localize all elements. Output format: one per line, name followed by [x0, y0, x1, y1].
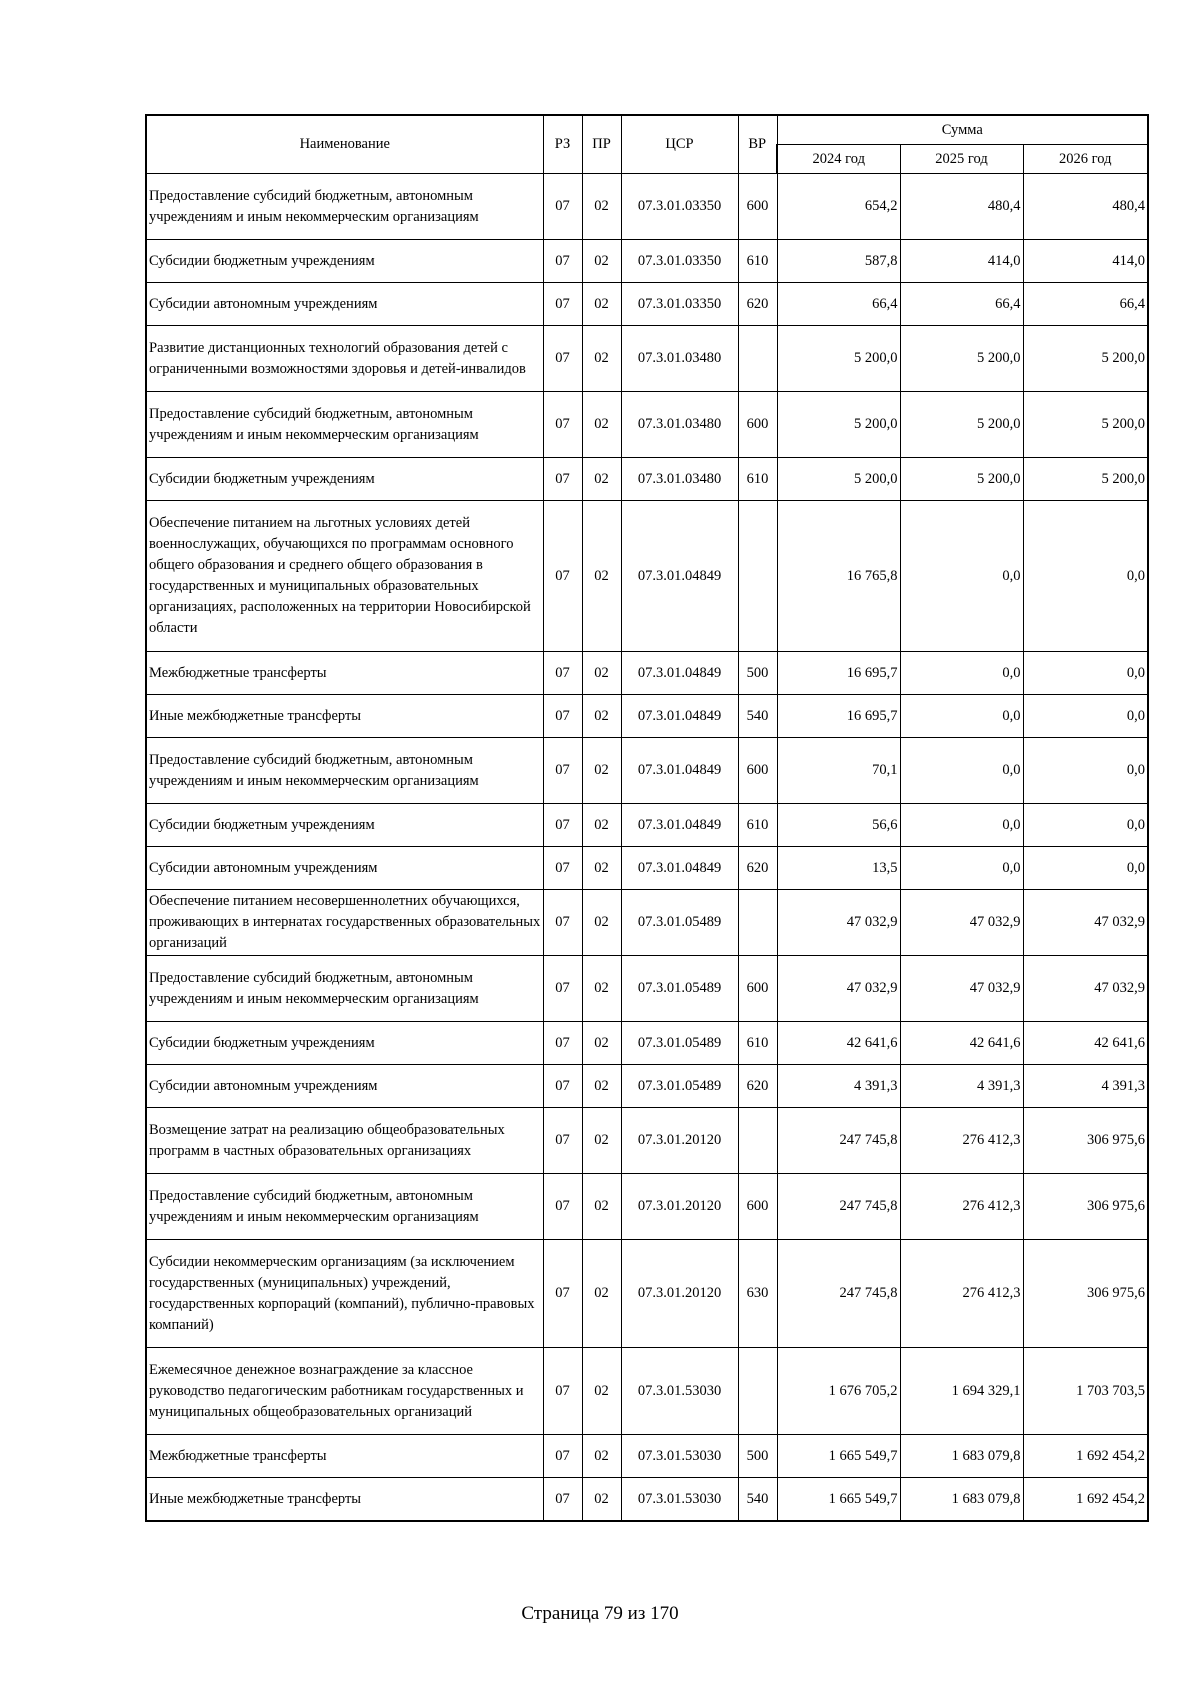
cell-vr: 600: [738, 1174, 777, 1240]
cell-csr: 07.3.01.04849: [621, 695, 738, 738]
cell-2026: 47 032,9: [1023, 956, 1148, 1022]
cell-2026: 1 692 454,2: [1023, 1435, 1148, 1478]
cell-2025: 276 412,3: [900, 1240, 1023, 1348]
cell-name: Субсидии автономным учреждениям: [146, 1065, 543, 1108]
table-row: [146, 890, 1148, 956]
cell-csr: 07.3.01.53030: [621, 1478, 738, 1522]
table-row: [146, 1108, 1148, 1174]
cell-2025: 480,4: [900, 174, 1023, 240]
cell-vr: 600: [738, 392, 777, 458]
cell-2024: 70,1: [777, 738, 900, 804]
table-row: [146, 458, 1148, 501]
cell-2024: 1 665 549,7: [777, 1435, 900, 1478]
cell-2024: 587,8: [777, 240, 900, 283]
cell-2026: 4 391,3: [1023, 1065, 1148, 1108]
header-year-2024: 2024 год: [777, 145, 900, 174]
cell-2026: 414,0: [1023, 240, 1148, 283]
cell-vr: [738, 326, 777, 392]
cell-2024: 4 391,3: [777, 1065, 900, 1108]
cell-name: Предоставление субсидий бюджетным, автономным учреждениям и иным некоммерческим организациям: [146, 738, 543, 804]
cell-2024: 42 641,6: [777, 1022, 900, 1065]
cell-pr: 02: [582, 1435, 621, 1478]
cell-pr: 02: [582, 1478, 621, 1522]
budget-table: [145, 114, 1149, 1522]
cell-csr: 07.3.01.03480: [621, 326, 738, 392]
cell-2025: 47 032,9: [900, 956, 1023, 1022]
cell-2025: 0,0: [900, 804, 1023, 847]
cell-csr: 07.3.01.05489: [621, 890, 738, 956]
cell-2024: 16 765,8: [777, 501, 900, 652]
cell-2024: 1 665 549,7: [777, 1478, 900, 1522]
cell-vr: 610: [738, 1022, 777, 1065]
cell-2025: 0,0: [900, 652, 1023, 695]
cell-rz: 07: [543, 847, 582, 890]
cell-pr: 02: [582, 1174, 621, 1240]
header-sum: Сумма: [777, 115, 1148, 145]
cell-vr: 540: [738, 1478, 777, 1522]
cell-2026: 480,4: [1023, 174, 1148, 240]
table-row: [146, 695, 1148, 738]
cell-rz: 07: [543, 738, 582, 804]
cell-2025: 42 641,6: [900, 1022, 1023, 1065]
cell-2025: 0,0: [900, 847, 1023, 890]
cell-name: Субсидии некоммерческим организациям (за исключением государственных (муниципальных) учреждений, государственных корпораций (компаний), публично-правовых компаний): [146, 1240, 543, 1348]
cell-rz: 07: [543, 1065, 582, 1108]
cell-2026: 5 200,0: [1023, 392, 1148, 458]
cell-rz: 07: [543, 283, 582, 326]
cell-2024: 5 200,0: [777, 458, 900, 501]
table-row: [146, 1348, 1148, 1435]
cell-rz: 07: [543, 652, 582, 695]
cell-csr: 07.3.01.53030: [621, 1435, 738, 1478]
cell-vr: [738, 501, 777, 652]
cell-2026: 306 975,6: [1023, 1108, 1148, 1174]
cell-pr: 02: [582, 890, 621, 956]
cell-name: Развитие дистанционных технологий образования детей с ограниченными возможностями здоровья и детей-инвалидов: [146, 326, 543, 392]
cell-csr: 07.3.01.03480: [621, 392, 738, 458]
cell-2026: 5 200,0: [1023, 458, 1148, 501]
table-row: [146, 847, 1148, 890]
cell-pr: 02: [582, 738, 621, 804]
cell-csr: 07.3.01.03350: [621, 283, 738, 326]
cell-vr: 500: [738, 1435, 777, 1478]
table-row: [146, 956, 1148, 1022]
table-row: [146, 1435, 1148, 1478]
cell-2024: 247 745,8: [777, 1108, 900, 1174]
cell-name: Межбюджетные трансферты: [146, 1435, 543, 1478]
cell-vr: 610: [738, 240, 777, 283]
header-pr: ПР: [582, 115, 621, 174]
cell-2024: 1 676 705,2: [777, 1348, 900, 1435]
cell-2026: 0,0: [1023, 501, 1148, 652]
page-number: Страница 79 из 170: [521, 1603, 679, 1624]
cell-2026: 42 641,6: [1023, 1022, 1148, 1065]
cell-pr: 02: [582, 283, 621, 326]
cell-pr: 02: [582, 240, 621, 283]
cell-2025: 0,0: [900, 501, 1023, 652]
header-year-2025: 2025 год: [900, 145, 1023, 174]
cell-csr: 07.3.01.04849: [621, 738, 738, 804]
cell-rz: 07: [543, 1108, 582, 1174]
table-row: [146, 392, 1148, 458]
cell-rz: 07: [543, 174, 582, 240]
cell-2025: 5 200,0: [900, 392, 1023, 458]
cell-csr: 07.3.01.04849: [621, 652, 738, 695]
cell-pr: 02: [582, 326, 621, 392]
cell-2025: 0,0: [900, 695, 1023, 738]
table-row: [146, 1065, 1148, 1108]
cell-pr: 02: [582, 392, 621, 458]
cell-2026: 0,0: [1023, 847, 1148, 890]
cell-2024: 47 032,9: [777, 890, 900, 956]
cell-pr: 02: [582, 695, 621, 738]
cell-2025: 276 412,3: [900, 1174, 1023, 1240]
cell-2025: 66,4: [900, 283, 1023, 326]
cell-2025: 0,0: [900, 738, 1023, 804]
cell-name: Иные межбюджетные трансферты: [146, 1478, 543, 1522]
cell-pr: 02: [582, 1240, 621, 1348]
cell-rz: 07: [543, 956, 582, 1022]
cell-vr: 620: [738, 283, 777, 326]
cell-rz: 07: [543, 1022, 582, 1065]
cell-vr: 630: [738, 1240, 777, 1348]
cell-vr: 620: [738, 1065, 777, 1108]
cell-2026: 0,0: [1023, 652, 1148, 695]
cell-rz: 07: [543, 392, 582, 458]
cell-2026: 0,0: [1023, 695, 1148, 738]
cell-name: Ежемесячное денежное вознаграждение за классное руководство педагогическим работникам государственных и муниципальных общеобразовательных организаций: [146, 1348, 543, 1435]
cell-csr: 07.3.01.05489: [621, 1022, 738, 1065]
cell-vr: 600: [738, 174, 777, 240]
cell-rz: 07: [543, 1174, 582, 1240]
cell-pr: 02: [582, 956, 621, 1022]
cell-name: Обеспечение питанием несовершеннолетних обучающихся, проживающих в интернатах государственных образовательных организаций: [146, 890, 543, 956]
cell-2025: 414,0: [900, 240, 1023, 283]
table-row: [146, 1478, 1148, 1522]
cell-name: Предоставление субсидий бюджетным, автономным учреждениям и иным некоммерческим организациям: [146, 956, 543, 1022]
cell-csr: 07.3.01.03350: [621, 240, 738, 283]
cell-rz: 07: [543, 804, 582, 847]
cell-vr: [738, 1348, 777, 1435]
header-rz: РЗ: [543, 115, 582, 174]
table-row: [146, 326, 1148, 392]
cell-2026: 1 692 454,2: [1023, 1478, 1148, 1522]
table-row: [146, 652, 1148, 695]
cell-2026: 47 032,9: [1023, 890, 1148, 956]
cell-rz: 07: [543, 1348, 582, 1435]
cell-name: Предоставление субсидий бюджетным, автономным учреждениям и иным некоммерческим организациям: [146, 392, 543, 458]
cell-name: Возмещение затрат на реализацию общеобразовательных программ в частных образовательных организациях: [146, 1108, 543, 1174]
cell-2025: 1 683 079,8: [900, 1478, 1023, 1522]
table-row: [146, 1240, 1148, 1348]
cell-pr: 02: [582, 1348, 621, 1435]
cell-csr: 07.3.01.05489: [621, 1065, 738, 1108]
cell-pr: 02: [582, 458, 621, 501]
cell-2025: 5 200,0: [900, 458, 1023, 501]
cell-2024: 56,6: [777, 804, 900, 847]
cell-2024: 5 200,0: [777, 326, 900, 392]
cell-2026: 306 975,6: [1023, 1174, 1148, 1240]
cell-2024: 654,2: [777, 174, 900, 240]
cell-vr: 600: [738, 956, 777, 1022]
cell-name: Предоставление субсидий бюджетным, автономным учреждениям и иным некоммерческим организациям: [146, 174, 543, 240]
cell-name: Иные межбюджетные трансферты: [146, 695, 543, 738]
cell-vr: [738, 1108, 777, 1174]
cell-csr: 07.3.01.04849: [621, 847, 738, 890]
cell-csr: 07.3.01.03350: [621, 174, 738, 240]
table-row: [146, 738, 1148, 804]
cell-2024: 5 200,0: [777, 392, 900, 458]
cell-vr: [738, 890, 777, 956]
cell-pr: 02: [582, 847, 621, 890]
cell-csr: 07.3.01.20120: [621, 1240, 738, 1348]
cell-csr: 07.3.01.04849: [621, 804, 738, 847]
cell-2025: 5 200,0: [900, 326, 1023, 392]
table-row: [146, 804, 1148, 847]
cell-csr: 07.3.01.20120: [621, 1108, 738, 1174]
cell-2026: 0,0: [1023, 804, 1148, 847]
cell-csr: 07.3.01.04849: [621, 501, 738, 652]
cell-2026: 306 975,6: [1023, 1240, 1148, 1348]
cell-2024: 66,4: [777, 283, 900, 326]
table-row: [146, 1174, 1148, 1240]
cell-rz: 07: [543, 1240, 582, 1348]
cell-rz: 07: [543, 501, 582, 652]
cell-2025: 276 412,3: [900, 1108, 1023, 1174]
cell-rz: 07: [543, 1478, 582, 1522]
cell-rz: 07: [543, 695, 582, 738]
header-name: Наименование: [146, 115, 543, 174]
cell-vr: 620: [738, 847, 777, 890]
cell-rz: 07: [543, 890, 582, 956]
cell-vr: 610: [738, 458, 777, 501]
table-row: [146, 240, 1148, 283]
cell-csr: 07.3.01.05489: [621, 956, 738, 1022]
cell-2025: 4 391,3: [900, 1065, 1023, 1108]
cell-vr: 500: [738, 652, 777, 695]
cell-name: Субсидии бюджетным учреждениям: [146, 804, 543, 847]
cell-2026: 0,0: [1023, 738, 1148, 804]
cell-pr: 02: [582, 501, 621, 652]
cell-2024: 13,5: [777, 847, 900, 890]
cell-csr: 07.3.01.20120: [621, 1174, 738, 1240]
cell-2024: 247 745,8: [777, 1174, 900, 1240]
cell-pr: 02: [582, 1108, 621, 1174]
cell-vr: 610: [738, 804, 777, 847]
cell-name: Межбюджетные трансферты: [146, 652, 543, 695]
header-year-2026: 2026 год: [1023, 145, 1148, 174]
cell-pr: 02: [582, 1022, 621, 1065]
table-row: [146, 174, 1148, 240]
cell-name: Субсидии автономным учреждениям: [146, 283, 543, 326]
cell-2025: 1 683 079,8: [900, 1435, 1023, 1478]
cell-csr: 07.3.01.53030: [621, 1348, 738, 1435]
table-row: [146, 1022, 1148, 1065]
cell-2024: 16 695,7: [777, 652, 900, 695]
cell-pr: 02: [582, 652, 621, 695]
cell-2026: 5 200,0: [1023, 326, 1148, 392]
cell-pr: 02: [582, 174, 621, 240]
header-csr: ЦСР: [621, 115, 738, 174]
cell-vr: 600: [738, 738, 777, 804]
cell-vr: 540: [738, 695, 777, 738]
cell-pr: 02: [582, 804, 621, 847]
cell-name: Обеспечение питанием на льготных условиях детей военнослужащих, обучающихся по программам основного общего образования и среднего общего образования в государственных и муниципальных образовательных организациях, расположенных на территории Новосибирской области: [146, 501, 543, 652]
cell-2026: 1 703 703,5: [1023, 1348, 1148, 1435]
cell-name: Субсидии автономным учреждениям: [146, 847, 543, 890]
table-row: [146, 283, 1148, 326]
cell-2025: 1 694 329,1: [900, 1348, 1023, 1435]
cell-name: Предоставление субсидий бюджетным, автономным учреждениям и иным некоммерческим организациям: [146, 1174, 543, 1240]
cell-rz: 07: [543, 1435, 582, 1478]
cell-2025: 47 032,9: [900, 890, 1023, 956]
header-vr: ВР: [738, 115, 777, 174]
table-row: [146, 501, 1148, 652]
cell-name: Субсидии бюджетным учреждениям: [146, 458, 543, 501]
cell-2024: 47 032,9: [777, 956, 900, 1022]
cell-rz: 07: [543, 240, 582, 283]
cell-2024: 16 695,7: [777, 695, 900, 738]
cell-name: Субсидии бюджетным учреждениям: [146, 1022, 543, 1065]
cell-name: Субсидии бюджетным учреждениям: [146, 240, 543, 283]
cell-2026: 66,4: [1023, 283, 1148, 326]
cell-2024: 247 745,8: [777, 1240, 900, 1348]
cell-rz: 07: [543, 458, 582, 501]
cell-rz: 07: [543, 326, 582, 392]
cell-csr: 07.3.01.03480: [621, 458, 738, 501]
cell-pr: 02: [582, 1065, 621, 1108]
